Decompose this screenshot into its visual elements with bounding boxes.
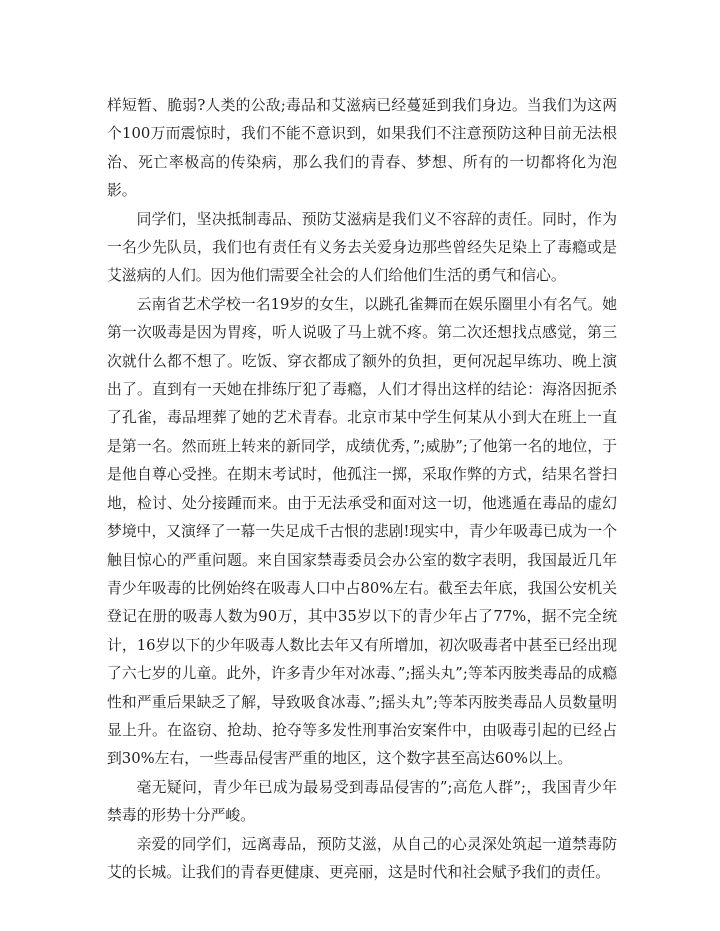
paragraph-case-examples: 云南省艺术学校一名19岁的女生，以跳孔雀舞而在娱乐圈里小有名气。她第一次吸毒是因为胃疼，听人说吸了马上就不疼。第二次还想找点感觉，第三次就什么都不想了。吃饭、穿衣都成了额外的负担，更何况起早练功、晚上演出了。直到有一天她在排练厅犯了毒瘾，人们才得出这样的结论：海洛因扼杀了孔雀，毒品埋葬了她的艺术青春。北京市某中学生何某从小到大在班上一直是第一名。然而班上转来的新同学，成绩优秀，”;威胁”;了他第一名的地位，于是他自尊心受挫。在期末考试时，他孤注一掷，采取作弊的方式，结果名誉扫地，检讨、处分接踵而来。由于无法承受和面对这一切，他逃遁在毒品的虚幻梦境中，又演绎了一幕一失足成千古恨的悲剧!现实中，青少年吸毒已成为一个触目惊心的严重问题。来自国家禁毒委员会办公室的数字表明，我国最近几年青少年吸毒的比例始终在吸毒人口中占80%左右。截至去年底，我国公安机关登记在册的吸毒人数为90万，其中35岁以下的青少年占了77%，据不完全统计，16岁以下的少年吸毒人数比去年又有所增加，初次吸毒者中甚至已经出现了六七岁的儿童。此外，许多青少年对冰毒、”;摇头丸”;等苯丙胺类毒品的成瘾性和严重后果缺乏了解，导致吸食冰毒、”;摇头丸”;等苯丙胺类毒品人员数量明显上升。在盗窃、抢劫、抢夺等多发性刑事治安案件中，由吸毒引起的已经占到30%左右，一些毒品侵害严重的地区，这个数字甚至高达60%以上。	[107, 295, 617, 768]
paragraph-closing-appeal: 亲爱的同学们，远离毒品，预防艾滋，从自己的心灵深处筑起一道禁毒防艾的长城。让我们的青春更健康、更亮丽，这是时代和社会赋予我们的责任。	[107, 835, 617, 881]
paragraph-continuation: 样短暂、脆弱?人类的公敌;毒品和艾滋病已经蔓延到我们身边。当我们为这两个100万而震惊时，我们不能不意识到，如果我们不注意预防这种目前无法根治、死亡率极高的传染病，那么我们的青春、梦想、所有的一切都将化为泡影。	[107, 97, 617, 200]
paragraph-high-risk-group: 毫无疑问，青少年已成为最易受到毒品侵害的”;高危人群”;，我国青少年禁毒的形势十分严峻。	[107, 778, 617, 825]
paragraph-responsibility: 同学们，坚决抵制毒品、预防艾滋病是我们义不容辞的责任。同时，作为一名少先队员，我们也有责任有义务去关爱身边那些曾经失足染上了毒瘾或是艾滋病的人们。因为他们需要全社会的人们给他们生活的勇气和信心。	[107, 210, 617, 285]
document-body	[107, 92, 617, 887]
